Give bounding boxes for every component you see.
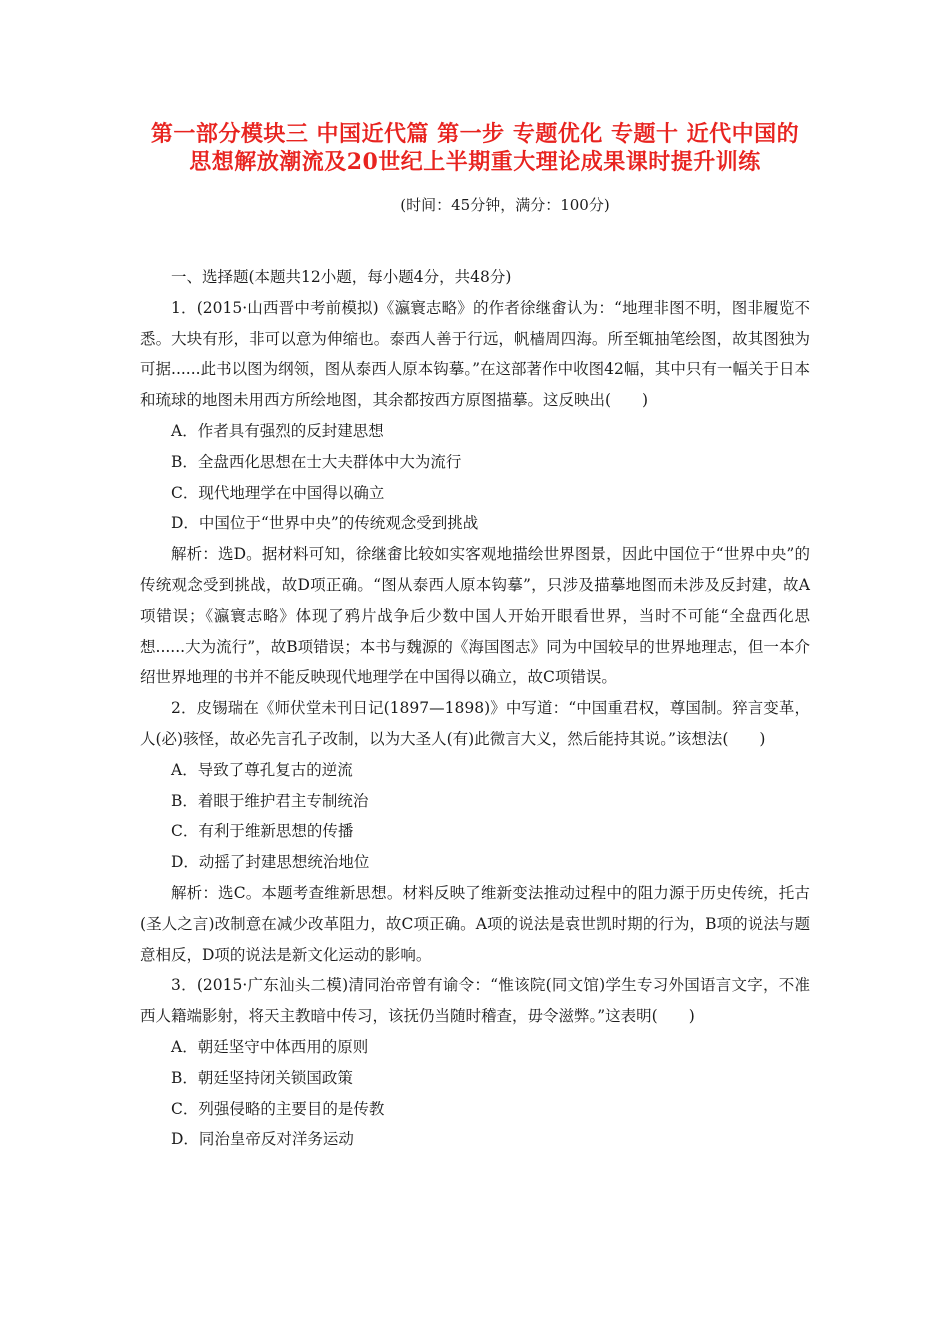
question-1-stem: 1．(2015·山西晋中考前模拟)《瀛寰志略》的作者徐继畬认为：“地理非图不明，图非履览不悉。大块有形，非可以意为伸缩也。泰西人善于行远，帆樯周四海。所至辄抽笔绘图，故其图独为可据......此书以图为纲领，图从泰西人原本钩摹。”在这部著作中收图42幅，其中只有一幅关于日本和琉球的地图未用西方所绘地图，其余都按西方原图描摹。这反映出( ) bbox=[140, 298, 810, 410]
question-2-option-b: B．着眼于维护君主专制统治 bbox=[171, 791, 369, 810]
question-2-option-a: A．导致了尊孔复古的逆流 bbox=[171, 760, 353, 779]
question-3-option-c: C．列强侵略的主要目的是传教 bbox=[171, 1099, 385, 1118]
title-line-1: 第一部分模块三 中国近代篇 第一步 专题优化 专题十 近代中国的 bbox=[150, 121, 800, 147]
question-2-option-c: C．有利于维新思想的传播 bbox=[171, 822, 354, 841]
title-line-2: 思想解放潮流及20世纪上半期重大理论成果课时提升训练 bbox=[189, 149, 761, 175]
question-2-option-d: D．动摇了封建思想统治地位 bbox=[171, 853, 370, 872]
document-title bbox=[100, 120, 850, 176]
question-2-stem: 2．皮锡瑞在《师伏堂未刊日记(1897—1898)》中写道：“中国重君权，尊国制。猝言变革，人(必)骇怪，故必先言孔子改制，以为大圣人(有)此微言大义，然后能持其说。”该想法( ) bbox=[140, 699, 810, 748]
question-1-option-b: B．全盘西化思想在士大夫群体中大为流行 bbox=[171, 452, 462, 471]
question-1-analysis: 解析：选D。据材料可知，徐继畬比较如实客观地描绘世界图景，因此中国位于“世界中央”的传统观念受到挑战，故D项正确。“图从泰西人原本钩摹”，只涉及描摹地图而未涉及反封建，故A项错误；《瀛寰志略》体现了鸦片战争后少数中国人开始开眼看世界，当时不可能“全盘西化思想......大为流行”，故B项错误；本书与魏源的《海国图志》同为中国较早的世界地理志，但一本介绍世界地理的书并不能反映现代地理学在中国得以确立，故C项错误。 bbox=[140, 545, 810, 687]
section-heading: 一、选择题(本题共12小题，每小题4分，共48分) bbox=[171, 268, 512, 286]
question-3-option-d: D．同治皇帝反对洋务运动 bbox=[171, 1130, 354, 1149]
document-body bbox=[140, 262, 810, 1155]
question-3-stem: 3．(2015·广东汕头二模)清同治帝曾有谕令：“惟该院(同文馆)学生专习外国语言文字，不准西人籍端影射，将天主教暗中传习，该抚仍当随时稽查，毋令滋弊。”这表明( ) bbox=[140, 976, 810, 1026]
question-3-option-b: B．朝廷坚持闭关锁国政策 bbox=[171, 1068, 353, 1087]
time-score-note: (时间：45分钟，满分：100分) bbox=[400, 196, 610, 214]
question-2-analysis: 解析：选C。本题考查维新思想。材料反映了维新变法推动过程中的阻力源于历史传统，托古(圣人之言)改制意在减少改革阻力，故C项正确。A项的说法是袁世凯时期的行为，B项的说法与题意相反，D项的说法是新文化运动的影响。 bbox=[140, 883, 810, 964]
question-1-option-a: A．作者具有强烈的反封建思想 bbox=[171, 421, 384, 440]
question-1-option-c: C．现代地理学在中国得以确立 bbox=[171, 483, 385, 502]
question-3-option-a: A．朝廷坚守中体西用的原则 bbox=[171, 1037, 369, 1056]
question-1-option-d: D．中国位于“世界中央”的传统观念受到挑战 bbox=[171, 514, 479, 533]
